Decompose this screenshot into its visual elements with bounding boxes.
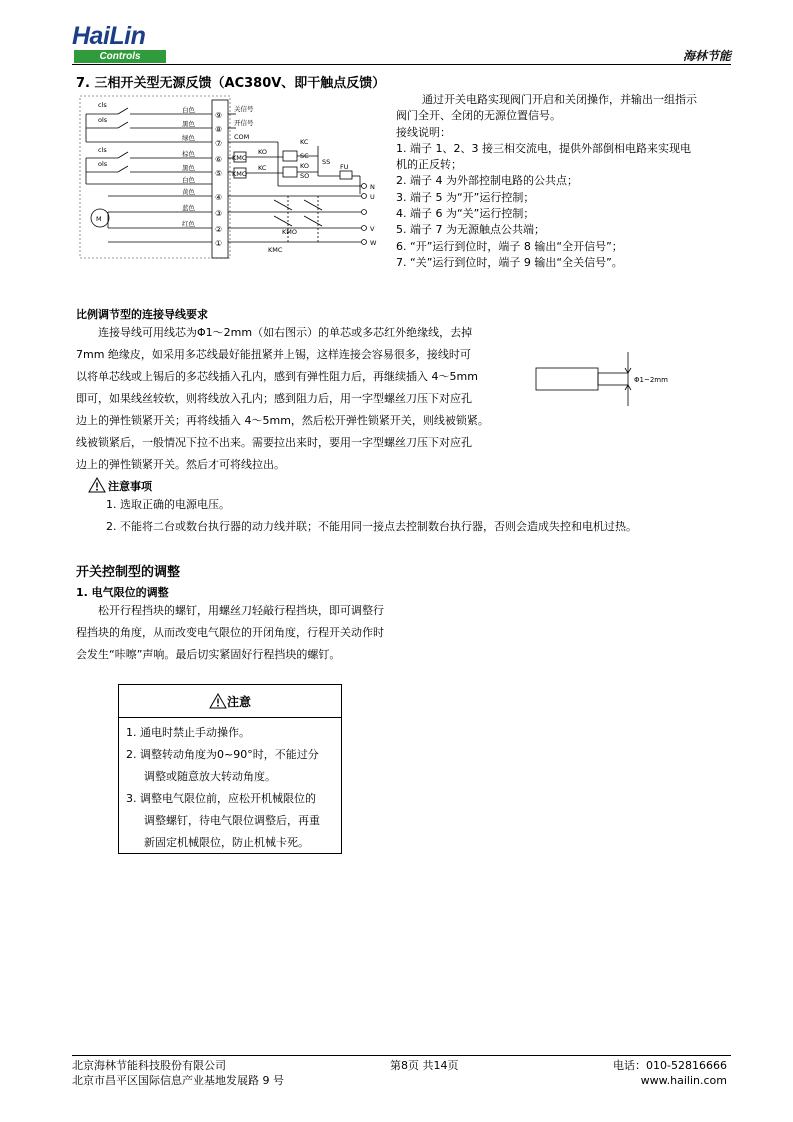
switch-adjust-subtitle: 1. 电气限位的调整 xyxy=(76,586,169,599)
switch-adjust-body: 松开行程挡块的螺钉，用螺丝刀轻敲行程挡块，即可调整行 程挡块的角度，从而改变电气限位的开闭角度，行程开关动作时 会发生“咔嚓”声响。最后切实紧固好行程挡块的螺钉。 xyxy=(76,604,384,661)
caution-title: 注意事项 xyxy=(108,480,152,493)
caution-item: 2. 不能将二台或数台执行器的动力线并联；不能用同一接点去控制数台执行器，否则会造成失控和电机过热。 xyxy=(106,520,637,533)
logo-subtext: Controls xyxy=(74,50,166,63)
terminal-4: ④ xyxy=(215,193,223,202)
switch-label: cls xyxy=(98,101,107,109)
relay-label: SC xyxy=(300,152,309,160)
section-7-description: 通过开关电路实现阀门开启和关闭操作，并输出一组指示 阀门全开、全闭的无源位置信号。 接线说明： 1. 端子 1、2、3 接三相交流电，提供外部倒相电路来实现电 机的正反转； 2. 端子 4 为外部控制电路的公共点； 3. 端子 5 为“开”运行控制； 4. 端子 6 为“关”运行控制； 5. 端子 7 为无源触点公共端； 6. “开”运行到位时，端子 8 输出“全开信号”； 7. “关”运行到位时，端子 9 输出“全关信号”。 xyxy=(396,93,697,269)
relay-label: KO xyxy=(300,162,310,170)
signal-label: COM xyxy=(234,133,250,141)
note-box-list xyxy=(119,722,341,854)
wiring-diagram xyxy=(78,92,390,264)
note-box-title: 注意 xyxy=(226,695,251,709)
relay-label: KO xyxy=(258,148,268,156)
contactor-label: KMO xyxy=(282,228,297,236)
terminal-6: ⑥ xyxy=(215,155,223,164)
phase-label: V xyxy=(370,225,375,233)
relay-label: KMO xyxy=(232,170,247,178)
signal-label: 开信号 xyxy=(234,119,254,127)
terminal-8: ⑧ xyxy=(215,125,223,134)
switch-label: ols xyxy=(98,116,108,124)
footer-rule xyxy=(72,1055,731,1056)
note-item: 1. 通电时禁止手动操作。 xyxy=(126,726,250,739)
footer-address: 北京市昌平区国际信息产业基地发展路 9 号 xyxy=(72,1074,284,1087)
wiring-req-body: 连接导线可用线芯为Φ1～2mm（如右图示）的单芯或多芯红外绝缘线，去掉 7mm 绝缘皮，如采用多芯线最好能扭紧并上锡，这样连接会容易很多，接线时可 以将单芯线或上锡后的多芯线插入孔内，感到有弹性阻力后，再继续插入 4～5mm 即可，如果线丝较软，则将线放入孔内；感到阻力后，用一字型螺丝刀压下对应孔 边上的弹性锁紧开关；再将线插入 4～5mm，然后松开弹性锁紧开关，则线被锁紧。 线被锁紧后，一般情况下拉不出来。需要拉出来时，要用一字型螺丝刀压下对应孔 边上的弹性锁紧开关。然后才可将线拉出。 xyxy=(76,326,489,471)
phase-label: U xyxy=(370,193,375,201)
note-item: 3. 调整电气限位前，应松开机械限位的 调整螺钉，待电气限位调整后，再重 新固定机械限位，防止机械卡死。 xyxy=(126,792,320,849)
wire-color: 黄色 xyxy=(182,188,195,196)
wire-color: 白色 xyxy=(182,106,195,114)
warning-icon xyxy=(88,477,106,493)
footer-company: 北京海林节能科技股份有限公司 xyxy=(72,1059,226,1072)
relay-label: FU xyxy=(340,163,349,171)
brand-name: 海林节能 xyxy=(682,49,731,63)
switch-label: ols xyxy=(98,160,108,168)
motor-label: M xyxy=(96,215,102,223)
footer-website[interactable]: www.hailin.com xyxy=(640,1074,727,1087)
page-number: 第8页 共14页 xyxy=(390,1059,459,1072)
terminal-2: ② xyxy=(215,225,223,234)
note-box xyxy=(118,684,342,854)
relay-label: KC xyxy=(258,164,267,172)
switch-adjust-title: 开关控制型的调整 xyxy=(76,565,181,580)
wire-diameter-label: Φ1~2mm xyxy=(634,376,668,384)
terminal-3: ③ xyxy=(215,209,223,218)
wire-color: 黑色 xyxy=(182,120,195,128)
phase-label: N xyxy=(370,183,375,191)
wire-color: 棕色 xyxy=(182,150,195,158)
relay-label: KMC xyxy=(232,154,247,162)
terminal-9: ⑨ xyxy=(215,111,223,120)
section-7-title: 7. 三相开关型无源反馈（AC380V、即干触点反馈） xyxy=(76,76,386,91)
wire-color: 红色 xyxy=(182,220,195,228)
wire-color: 黑色 xyxy=(182,164,195,172)
note-item: 2. 调整转动角度为0~90°时，不能过分 调整或随意放大转动角度。 xyxy=(126,748,319,783)
logo-text: HaiLin xyxy=(72,22,146,50)
caution-item: 1. 选取正确的电源电压。 xyxy=(106,498,230,511)
terminal-1: ① xyxy=(215,239,223,248)
relay-label: KC xyxy=(300,138,309,146)
relay-label: SS xyxy=(322,158,331,166)
switch-label: cls xyxy=(98,146,107,154)
terminal-5: ⑤ xyxy=(215,169,223,178)
footer-phone: 电话：010-52816666 xyxy=(613,1059,727,1072)
relay-label: SO xyxy=(300,172,310,180)
contactor-label: KMC xyxy=(268,246,283,254)
phase-label: W xyxy=(370,239,377,247)
signal-label: 关信号 xyxy=(234,105,254,113)
header-rule xyxy=(72,64,731,65)
note-box-header xyxy=(119,693,341,715)
caution-list xyxy=(106,494,746,538)
terminal-7: ⑦ xyxy=(215,139,223,148)
note-box-divider xyxy=(119,717,341,718)
wire-color: 白色 xyxy=(182,176,195,184)
wiring-req-title: 比例调节型的连接导线要求 xyxy=(76,308,208,321)
wire-color: 蓝色 xyxy=(182,204,195,212)
wire-figure xyxy=(534,352,734,408)
warning-icon xyxy=(209,693,227,709)
wire-color: 绿色 xyxy=(182,134,195,142)
